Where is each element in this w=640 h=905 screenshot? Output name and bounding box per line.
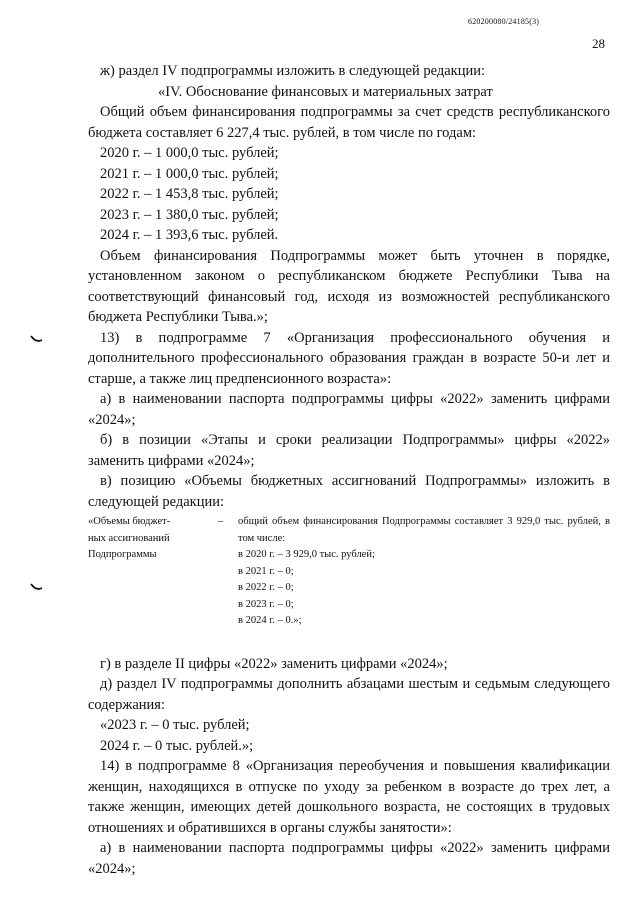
budget-table-value: [238, 514, 610, 630]
paragraph: а) в наименовании паспорта подпрограммы цифры «2022» заменить цифрами «2024»;: [88, 391, 610, 428]
budget-table: [88, 514, 610, 630]
label-line: Подпрограммы: [88, 549, 157, 560]
section-heading: «IV. Обоснование финансовых и материальных затрат: [158, 83, 493, 100]
margin-mark-1: [30, 335, 43, 344]
paragraph: б) в позиции «Этапы и сроки реализации Подпрограммы» цифры «2022» заменить цифрами «2024»;: [88, 432, 610, 469]
label-line: «Объемы бюджет-: [88, 516, 171, 527]
paragraph: Общий объем финансирования подпрограммы за счет средств республиканского бюджета составляет 6 227,4 тыс. рублей, в том числе по годам:: [88, 104, 610, 141]
paragraph: Объем финансирования Подпрограммы может быть уточнен в порядке, установленном законом о республиканском бюджете Республики Тыва на соответствующий финансовый год, исходя из возможностей республиканского бюджета Республики Тыва.»;: [88, 247, 610, 325]
page-number: 28: [592, 36, 605, 51]
label-line: ных ассигнований: [88, 532, 170, 544]
paragraph: 14) в подпрограмме 8 «Организация переобучения и повышения квалификации женщин, находящихся в отпуске по уходу за ребенком в возрасте до трех лет, а также женщин, имеющих детей дошкольного возраста, не состоящих в трудовых отношениях и обратившихся в органы службы занятости»:: [88, 758, 610, 836]
paragraph: г) в разделе II цифры «2022» заменить цифрами «2024»;: [100, 655, 448, 672]
document-body: [88, 61, 610, 879]
value-line: в 2022 г. – 0;: [238, 582, 294, 593]
budget-table-label: [88, 514, 203, 630]
list-item: 2023 г. – 1 380,0 тыс. рублей;: [100, 206, 279, 223]
document-id: 620200080/24185(3): [468, 17, 540, 26]
value-line: в 2021 г. – 0;: [238, 565, 294, 577]
paragraph: 13) в подпрограмме 7 «Организация профессионального обучения и дополнительного профессионального образования граждан в возрасте 50-и лет и старше, а также лиц предпенсионного возраста»:: [88, 329, 610, 387]
list-item: 2021 г. – 1 000,0 тыс. рублей;: [100, 165, 279, 182]
paragraph: а) в наименовании паспорта подпрограммы цифры «2022» заменить цифрами «2024»;: [88, 840, 610, 877]
list-item: 2020 г. – 1 000,0 тыс. рублей;: [100, 145, 279, 161]
value-line: в 2024 г. – 0.»;: [238, 615, 302, 626]
paragraph: ж) раздел IV подпрограммы изложить в следующей редакции:: [100, 63, 486, 79]
list-item: 2022 г. – 1 453,8 тыс. рублей;: [100, 186, 279, 202]
list-item: 2024 г. – 1 393,6 тыс. рублей.: [100, 227, 279, 243]
value-line: в 2023 г. – 0;: [238, 598, 294, 610]
list-item: «2023 г. – 0 тыс. рублей;: [100, 717, 250, 733]
paragraph: д) раздел IV подпрограммы дополнить абзацами шестым и седьмым следующего содержания:: [88, 676, 610, 713]
value-intro: общий объем финансирования Подпрограммы составляет 3 929,0 тыс. рублей, в том числе:: [238, 516, 610, 544]
list-item: 2024 г. – 0 тыс. рублей.»;: [100, 737, 254, 754]
paragraph: в) позицию «Объемы бюджетных ассигнований Подпрограммы» изложить в следующей редакции:: [88, 473, 610, 510]
margin-mark-2: [30, 583, 43, 592]
table-dash: –: [217, 516, 224, 527]
value-line: в 2020 г. – 3 929,0 тыс. рублей;: [238, 549, 375, 560]
